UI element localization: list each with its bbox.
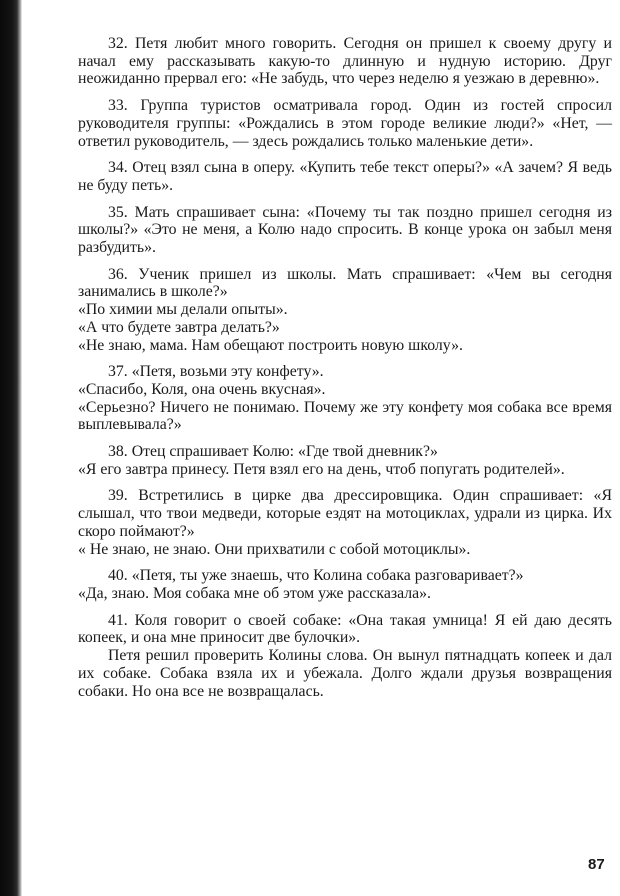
dialogue-line: «А что будете завтра делать?» [78, 318, 280, 336]
dialogue-line: «Серьезно? Ничего не понимаю. Почему же эту конфету моя собака все время выплевывала?» [78, 398, 612, 434]
text-body [78, 35, 612, 709]
dialogue-line: « Не знаю, не знаю. Они прихватили с собой мотоциклы». [78, 540, 471, 558]
exercise-32 [78, 35, 612, 88]
paragraph: 37. «Петя, возьми эту конфету». [108, 363, 324, 381]
dialogue-line: «Я его завтра принесу. Петя взял его на день, чтоб попугать родителей». [78, 460, 565, 478]
paragraph: 34. Отец взял сына в оперу. «Купить тебе текст оперы?» «А зачем? Я ведь не буду петь». [78, 159, 612, 194]
exercise-40 [78, 567, 612, 602]
paragraph: 40. «Петя, ты уже знаешь, что Колина собака разговаривает?» [108, 567, 524, 585]
exercise-38 [78, 443, 612, 478]
paragraph: 41. Коля говорит о своей собаке: «Она такая умница! Я ей даю десять копеек, и она мне приносит две булочки». [78, 611, 612, 647]
paragraph: 39. Встретились в цирке два дрессировщика. Один спрашивает: «Я слышал, что твои медведи, которые ездят на мотоциклах, удрали из цирка. Их скоро поймают?» [78, 487, 612, 540]
dialogue-line: «Да, знаю. Моя собака мне об этом уже рассказала». [78, 584, 431, 602]
paragraph: 33. Группа туристов осматривала город. Один из гостей спросил руководителя группы: «Рождались в этом городе великие люди?» «Нет, — ответил руководитель, — здесь рождались только маленькие дети». [78, 97, 612, 150]
exercise-33 [78, 97, 612, 150]
exercise-41 [78, 612, 612, 701]
dialogue-line: «Не знаю, мама. Нам обещают построить новую школу». [78, 336, 463, 354]
exercise-35 [78, 204, 612, 257]
paragraph: 38. Отец спрашивает Колю: «Где твой дневник?» [108, 443, 438, 461]
exercise-39 [78, 487, 612, 558]
paragraph: 32. Петя любит много говорить. Сегодня он пришел к своему другу и начал ему рассказывать какую-то длинную и нудную историю. Друг неожиданно прервал его: «Не забудь, что через неделю я уезжаю в деревню». [78, 35, 612, 88]
paragraph: 36. Ученик пришел из школы. Мать спрашивает: «Чем вы сегодня занимались в школе?» [78, 265, 612, 301]
book-spine-shadow [0, 0, 22, 896]
dialogue-line: «Спасибо, Коля, она очень вкусная». [78, 380, 326, 398]
dialogue-line: «По химии мы делали опыты». [78, 301, 288, 319]
page-number: 87 [588, 856, 605, 873]
paragraph: Петя решил проверить Колины слова. Он вынул пятнадцать копеек и дал их собаке. Собака взяла их и убежала. Долго ждали друзья возвращения собаки. Но она все не возвращалась. [78, 647, 612, 700]
paragraph: 35. Мать спрашивает сына: «Почему ты так поздно пришел сегодня из школы?» «Это не меня, а Колю надо спросить. В конце урока он забыл меня разбудить». [78, 203, 612, 257]
exercise-36 [78, 266, 612, 355]
exercise-37 [78, 363, 612, 434]
exercise-34 [78, 159, 612, 194]
